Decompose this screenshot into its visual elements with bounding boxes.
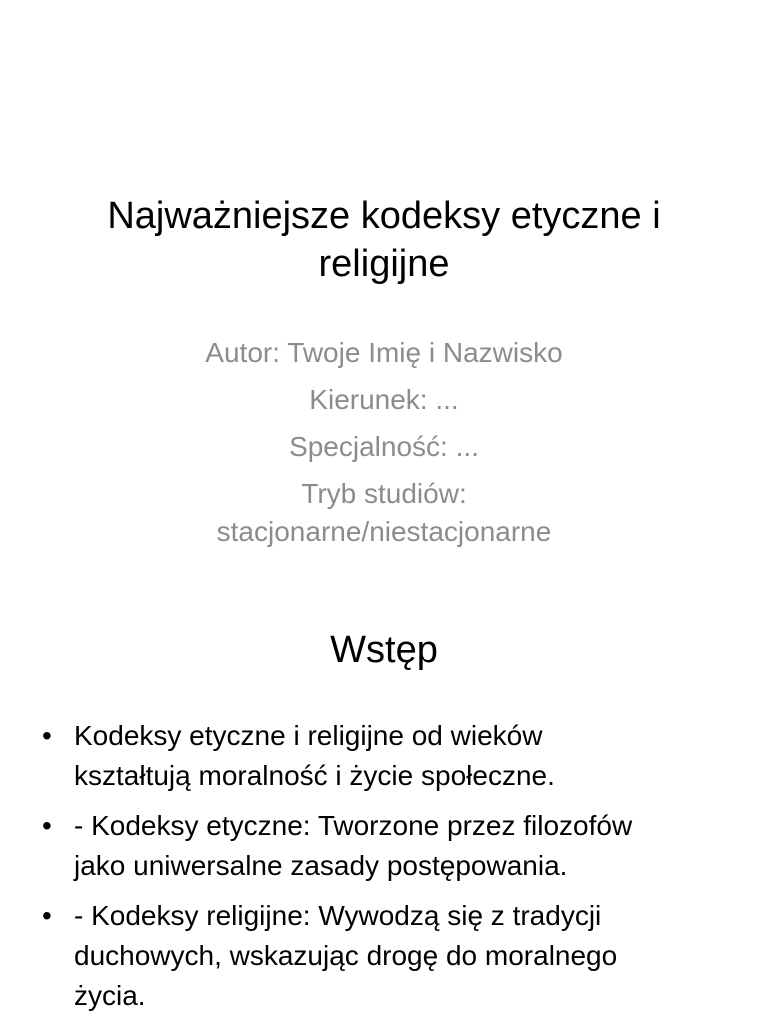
study-mode-value: stacjonarne/niestacjonarne [216, 516, 552, 547]
page-title [40, 192, 728, 288]
page-title-line-2: religijne [318, 243, 450, 285]
list-item [40, 716, 730, 796]
list-item-line: życia. [74, 980, 146, 1011]
bullet-icon: • [42, 810, 52, 841]
section-title: Wstęp [330, 629, 438, 671]
field-line: Kierunek: ... [309, 384, 459, 415]
author-line: Autor: Twoje Imię i Nazwisko [205, 337, 563, 368]
specialty-line: Specjalność: ... [289, 431, 479, 462]
list-item [40, 896, 730, 1016]
bullet-list [40, 716, 730, 1024]
list-item-line: kształtują moralność i życie społeczne. [74, 760, 555, 791]
list-item-line: - Kodeksy etyczne: Tworzone przez filozofów [74, 810, 633, 841]
bullet-icon: • [42, 720, 52, 751]
subtitle-block [40, 334, 728, 551]
bullet-icon: • [42, 900, 52, 931]
list-item-line: - Kodeksy religijne: Wywodzą się z tradycji [74, 900, 602, 931]
page-title-line-1: Najważniejsze kodeksy etyczne i [107, 195, 661, 237]
list-item [40, 806, 730, 886]
list-item-line: duchowych, wskazując drogę do moralnego [74, 940, 618, 971]
study-mode-label: Tryb studiów: [301, 478, 467, 509]
list-item-line: jako uniwersalne zasady postępowania. [74, 850, 568, 881]
list-item-line: Kodeksy etyczne i religijne od wieków [74, 720, 543, 751]
